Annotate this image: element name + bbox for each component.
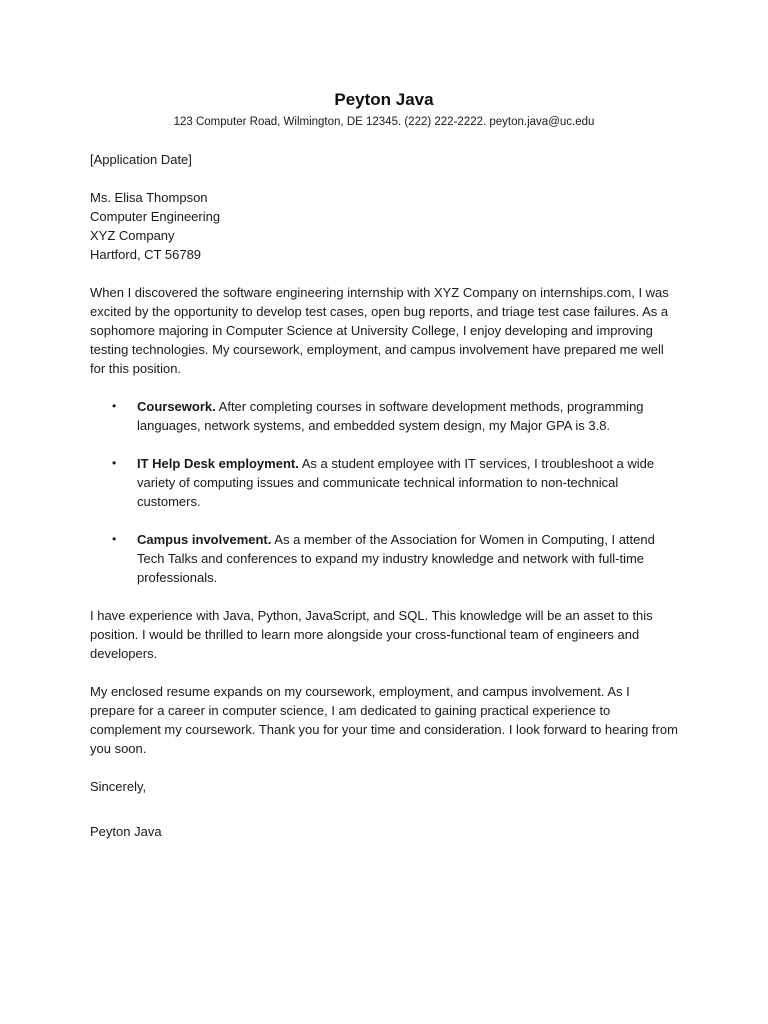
bullet-detail: As a student employee with IT services, I troubleshoot a wide variety of computing issues and communicate technical information to non-technical customers. (137, 456, 655, 509)
list-item (90, 454, 678, 511)
bullet-lead: Campus involvement. (137, 532, 272, 547)
recipient-name: Ms. Elisa Thompson (90, 190, 208, 205)
list-item (90, 397, 678, 435)
recipient-city: Hartford, CT 56789 (90, 247, 202, 262)
bullet-detail: After completing courses in software development methods, programming languages, network systems, and embedded system design, my Major GPA is 3.8. (137, 399, 644, 433)
contact-line: 123 Computer Road, Wilmington, DE 12345. (222) 222-2222. peyton.java@uc.edu (173, 116, 595, 128)
bullet-lead: IT Help Desk employment. (137, 456, 299, 471)
applicant-name: Peyton Java (334, 90, 434, 109)
bullet-lead: Coursework. (137, 399, 216, 414)
application-date: [Application Date] (90, 152, 192, 167)
bullet-icon: • (112, 456, 117, 470)
bullet-icon: • (112, 532, 117, 546)
signature-name: Peyton Java (90, 824, 162, 839)
recipient-company: XYZ Company (90, 228, 175, 243)
intro-paragraph: When I discovered the software engineering internship with XYZ Company on internships.com, I was excited by the opportunity to develop test cases, open bug reports, and triage test case failures. As a sophomore majoring in Computer Science at University College, I enjoy developing and improving testing technologies. My coursework, employment, and campus involvement have prepared me well for this position. (90, 285, 669, 376)
letter-header (90, 88, 678, 131)
bullet-text (137, 530, 678, 587)
bullet-text (137, 397, 678, 435)
recipient-block (90, 188, 678, 264)
closing-paragraph: My enclosed resume expands on my coursework, employment, and campus involvement. As I prepare for a career in computer science, I am dedicated to gaining practical experience to complement my coursework. Thank you for your time and consideration. I look forward to hearing from you soon. (90, 684, 678, 756)
sign-off: Sincerely, (90, 779, 147, 794)
bullet-detail: As a member of the Association for Women in Computing, I attend Tech Talks and conferences to expand my industry knowledge and network with full-time professionals. (137, 532, 655, 585)
experience-paragraph: I have experience with Java, Python, JavaScript, and SQL. This knowledge will be an asset to this position. I would be thrilled to learn more alongside your cross-functional team of engineers and developers. (90, 608, 653, 661)
bullet-text (137, 454, 678, 511)
recipient-department: Computer Engineering (90, 209, 221, 224)
list-item (90, 530, 678, 587)
bullet-icon: • (112, 399, 117, 413)
qualifications-list (90, 397, 678, 587)
